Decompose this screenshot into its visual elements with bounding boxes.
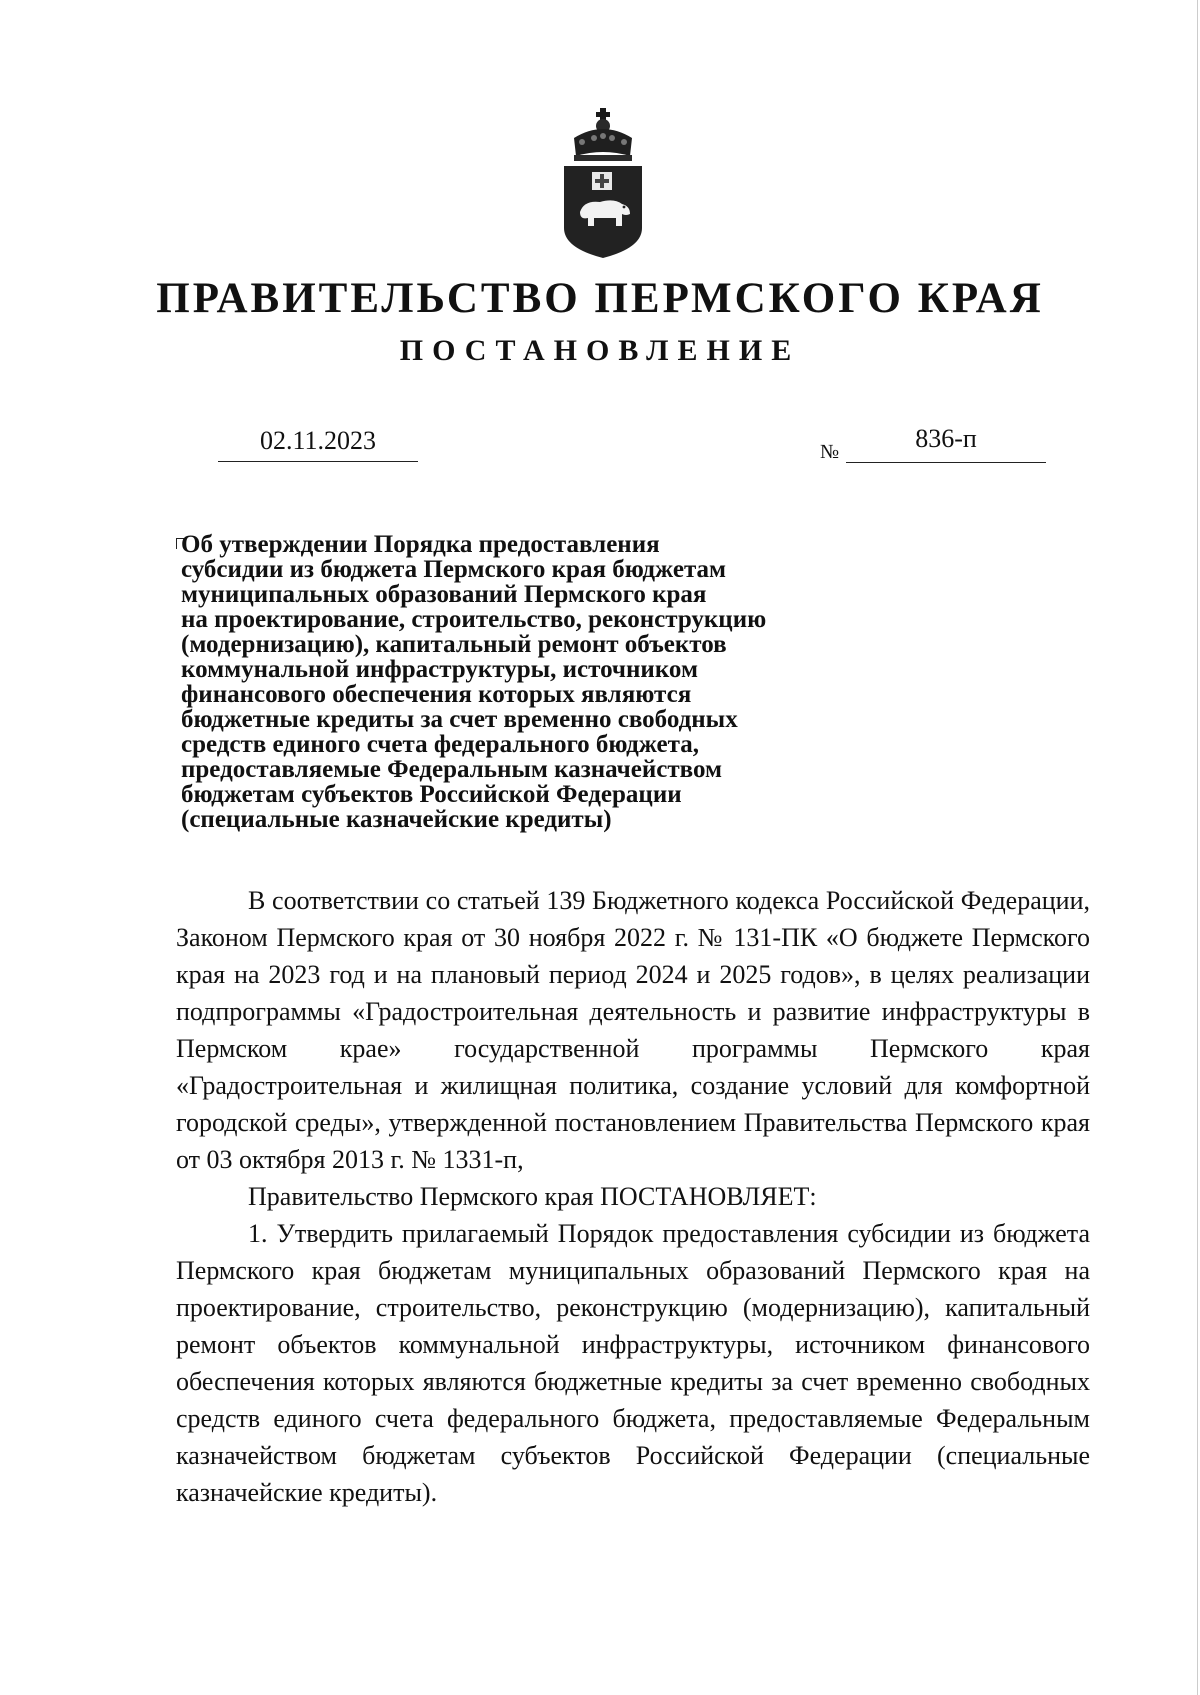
subject-line: средств единого счета федерального бюджета, [181, 731, 699, 758]
subject-line: на проектирование, строительство, реконструкцию [181, 606, 767, 633]
preamble-paragraph: В соответствии со статьей 139 Бюджетного кодекса Российской Федерации, Законом Пермского края от 30 ноября 2022 г. № 131-ПК «О бюджете Пермского края на 2023 год и на плановый период 2024 и 2025 годов», в целях реализации подпрограммы «Градостроительная деятельность и развитие инфраструктуры в Пермском крае» государственной программы Пермского края «Градостроительная и жилищная политика, создание условий для комфортной городской среды», утвержденной постановлением Правительства Пермского края от 03 октября 2013 г. № 1331-п, [176, 886, 1090, 1174]
resolution-clause: Правительство Пермского края ПОСТАНОВЛЯЕТ: [248, 1182, 817, 1211]
subject-line: бюджетные кредиты за счет временно свободных [181, 706, 738, 733]
document-date: 02.11.2023 [259, 426, 377, 455]
subject-line: (специальные казначейские кредиты) [181, 806, 612, 833]
document-subject [181, 532, 881, 832]
subject-line: муниципальных образований Пермского края [181, 581, 707, 608]
scan-edge [1197, 0, 1198, 1695]
subject-line: бюджетам субъектов Российской Федерации [181, 781, 682, 808]
item-1-paragraph: 1. Утвердить прилагаемый Порядок предоставления субсидии из бюджета Пермского края бюджетам муниципальных образований Пермского края на проектирование, строительство, реконструкцию (модернизацию), капитальный ремонт объектов коммунальной инфраструктуры, источником финансового обеспечения которых являются бюджетные кредиты за счет временно свободных средств единого счета федерального бюджета, предоставляемые Федеральным казначейством бюджетам субъектов Российской Федерации (специальные казначейские кредиты). [176, 1219, 1090, 1507]
organization-title: ПРАВИТЕЛЬСТВО ПЕРМСКОГО КРАЯ [156, 275, 1044, 322]
document-type: ПОСТАНОВЛЕНИЕ [399, 334, 801, 367]
document-number: 836-п [915, 424, 977, 453]
coat-of-arms-icon [560, 108, 646, 260]
subject-line: коммунальной инфраструктуры, источником [181, 656, 698, 683]
subject-line: предоставляемые Федеральным казначейством [181, 756, 723, 783]
number-sign: № [820, 441, 840, 463]
subject-line: субсидии из бюджета Пермского края бюджетам [181, 556, 727, 583]
subject-line: финансового обеспечения которых являются [181, 681, 692, 708]
document-body [176, 882, 1090, 1511]
subject-line: Об утверждении Порядка предоставления [181, 531, 660, 558]
number-underline [846, 462, 1046, 463]
subject-line: (модернизацию), капитальный ремонт объектов [181, 631, 727, 658]
date-underline [218, 461, 418, 462]
